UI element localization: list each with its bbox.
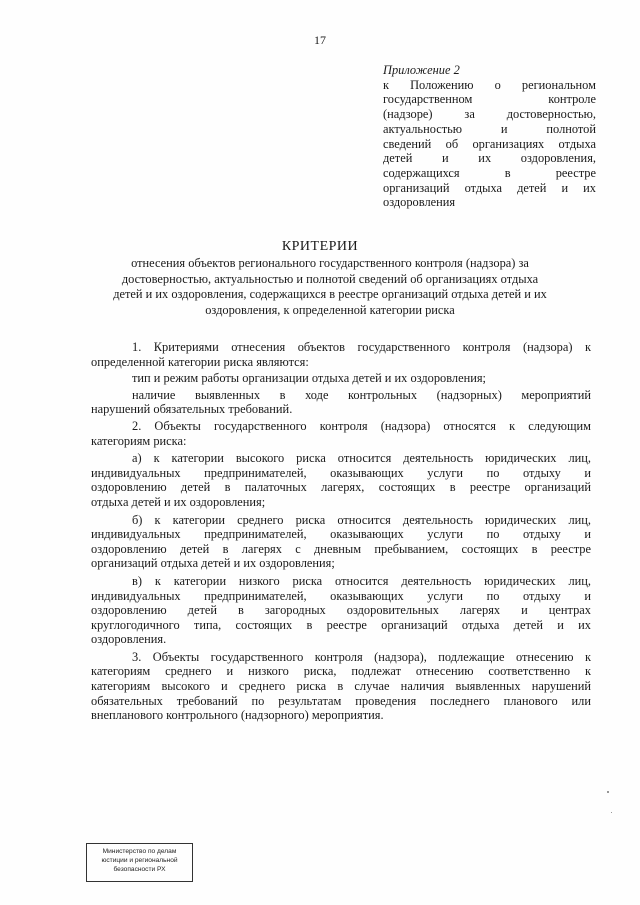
text-line: категориям высокого и среднего риска в случае наличия выявленных нарушений xyxy=(91,679,591,694)
paragraph-3 xyxy=(91,650,591,723)
criteria-subtitle-line: достоверностью, актуальностью и полнотой сведений об организациях отдыха xyxy=(121,271,539,286)
paragraph-1a xyxy=(91,371,591,386)
stamp-line: юстиции и региональной xyxy=(101,857,178,864)
text-line: тип и режим работы организации отдыха детей и их оздоровления; xyxy=(132,371,486,386)
registration-stamp xyxy=(86,843,193,882)
text-line: оздоровлению детей в загородных оздоровительных лагерях и центрах xyxy=(91,603,591,618)
appendix-line: содержащихся в реестре xyxy=(383,165,596,180)
paragraph-2 xyxy=(91,419,591,448)
paragraph-1 xyxy=(91,340,591,369)
text-line: определенной категории риска являются: xyxy=(91,354,309,369)
appendix-line: сведений об организациях отдыха xyxy=(383,136,596,151)
appendix-line: (надзоре) за достоверностью, xyxy=(383,107,596,122)
stamp-line: Министерство по делам xyxy=(102,848,177,855)
scan-speck xyxy=(611,812,612,813)
text-line: оздоровлению детей в лагерях с дневным пребыванием, состоящих в реестре xyxy=(91,541,591,556)
text-line: категориям среднего и низкого риска, подлежат отнесению соответственно к xyxy=(91,664,591,679)
appendix-line: актуальностью и полнотой xyxy=(383,121,596,136)
paragraph-2c xyxy=(91,574,591,647)
text-line: организаций отдыха детей и их оздоровления; xyxy=(91,556,335,571)
text-line: б) к категории среднего риска относится деятельность юридических лиц, xyxy=(132,512,591,527)
text-line: а) к категории высокого риска относится деятельность юридических лиц, xyxy=(132,451,591,466)
text-line: 3. Объекты государственного контроля (надзора), подлежащие отнесению к xyxy=(132,649,591,664)
text-line: обязательных требований по результатам проведения последнего планового или xyxy=(91,693,591,708)
text-line: в) к категории низкого риска относится деятельность юридических лиц, xyxy=(132,573,591,588)
text-line: круглогодичного типа, состоящих в реестре организаций отдыха детей и их xyxy=(91,617,591,632)
appendix-title: Приложение 2 xyxy=(383,63,460,77)
text-line: 2. Объекты государственного контроля (надзора) относятся к следующим xyxy=(132,418,591,433)
text-line: индивидуальных предпринимателей, оказывающих услуги по отдыху и xyxy=(91,588,591,603)
appendix-line: к Положению о региональном xyxy=(383,77,596,92)
criteria-subtitle xyxy=(70,256,590,318)
criteria-title: КРИТЕРИИ xyxy=(281,239,359,254)
criteria-subtitle-line: оздоровления, к определенной категории риска xyxy=(205,302,455,317)
criteria-subtitle-line: детей и их оздоровления, содержащихся в реестре организаций отдыха детей и их xyxy=(113,287,547,301)
document-body xyxy=(91,340,591,723)
appendix-line: оздоровления xyxy=(383,195,456,210)
text-line: оздоровлению детей в палаточных лагерях, состоящих в реестре организаций xyxy=(91,480,591,495)
text-line: индивидуальных предпринимателей, оказывающих услуги по отдыху и xyxy=(91,465,591,480)
stamp-line: безопасности РХ xyxy=(113,866,166,873)
text-line: категориям риска: xyxy=(91,433,187,448)
text-line: оздоровления. xyxy=(91,632,167,647)
text-line: индивидуальных предпринимателей, оказывающих услуги по отдыху и xyxy=(91,527,591,542)
text-line: внепланового контрольного (надзорного) мероприятия. xyxy=(91,708,384,723)
paragraph-2a xyxy=(91,451,591,509)
appendix-header xyxy=(383,63,596,210)
appendix-line: организаций отдыха детей и их xyxy=(383,180,596,195)
scan-speck xyxy=(607,791,609,793)
appendix-line: государственном контроле xyxy=(383,92,596,107)
criteria-subtitle-line: отнесения объектов регионального государственного контроля (надзора) за xyxy=(131,256,529,270)
text-line: нарушений обязательных требований. xyxy=(91,402,293,417)
page-number: 17 xyxy=(314,33,326,47)
text-line: отдыха детей и их оздоровления; xyxy=(91,494,266,509)
appendix-line: детей и их оздоровления, xyxy=(383,151,596,166)
paragraph-2b xyxy=(91,513,591,571)
text-line: 1. Критериями отнесения объектов государственного контроля (надзора) к xyxy=(132,340,591,354)
paragraph-1b xyxy=(91,388,591,417)
text-line: наличие выявленных в ходе контрольных (надзорных) мероприятий xyxy=(132,387,591,402)
